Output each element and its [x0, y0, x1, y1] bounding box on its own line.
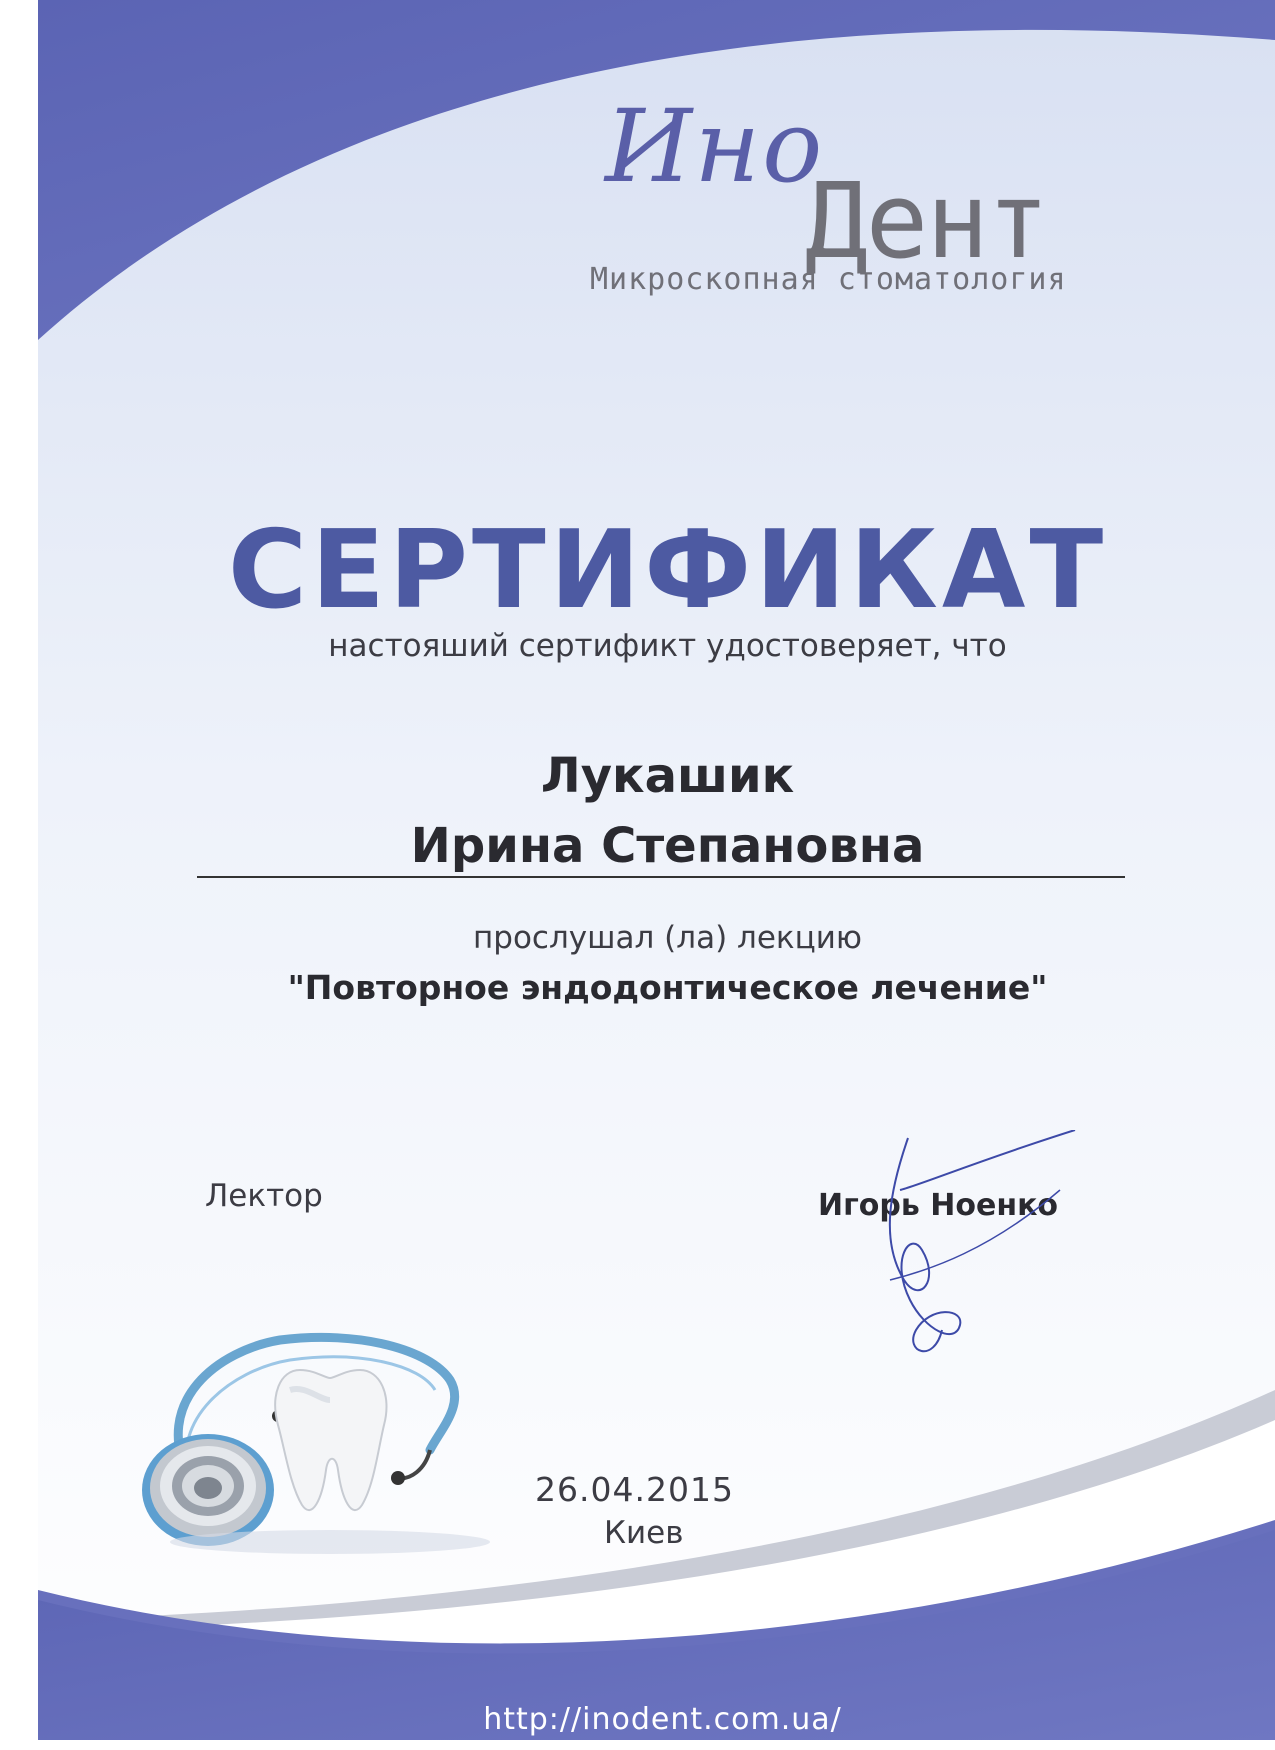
recipient-last-name: Лукашик — [540, 748, 795, 804]
website-url: http://inodent.com.ua/ — [483, 1702, 842, 1737]
name-underline — [197, 876, 1125, 878]
logo-dent: Дент — [805, 160, 1048, 282]
logo-ino: Ино — [605, 88, 825, 205]
lector-name: Игорь Ноенко — [818, 1188, 1059, 1223]
certificate-title: СЕРТИФИКАТ — [227, 508, 1108, 633]
signature-icon — [860, 1130, 1100, 1380]
recipient-first-middle-name: Ирина Степановна — [410, 818, 925, 874]
logo-tagline: Микроскопная стоматология — [590, 262, 1067, 297]
lecture-title: "Повторное эндодонтическое лечение" — [287, 968, 1048, 1007]
stethoscope-tooth-illustration — [130, 1310, 510, 1580]
certificate-intro: настояший сертификт удостоверяет, что — [328, 628, 1007, 664]
attended-text: прослушал (ла) лекцию — [473, 920, 862, 956]
lector-label: Лектор — [205, 1178, 323, 1214]
certificate-city: Киев — [604, 1515, 684, 1551]
certificate-date: 26.04.2015 — [535, 1470, 734, 1509]
